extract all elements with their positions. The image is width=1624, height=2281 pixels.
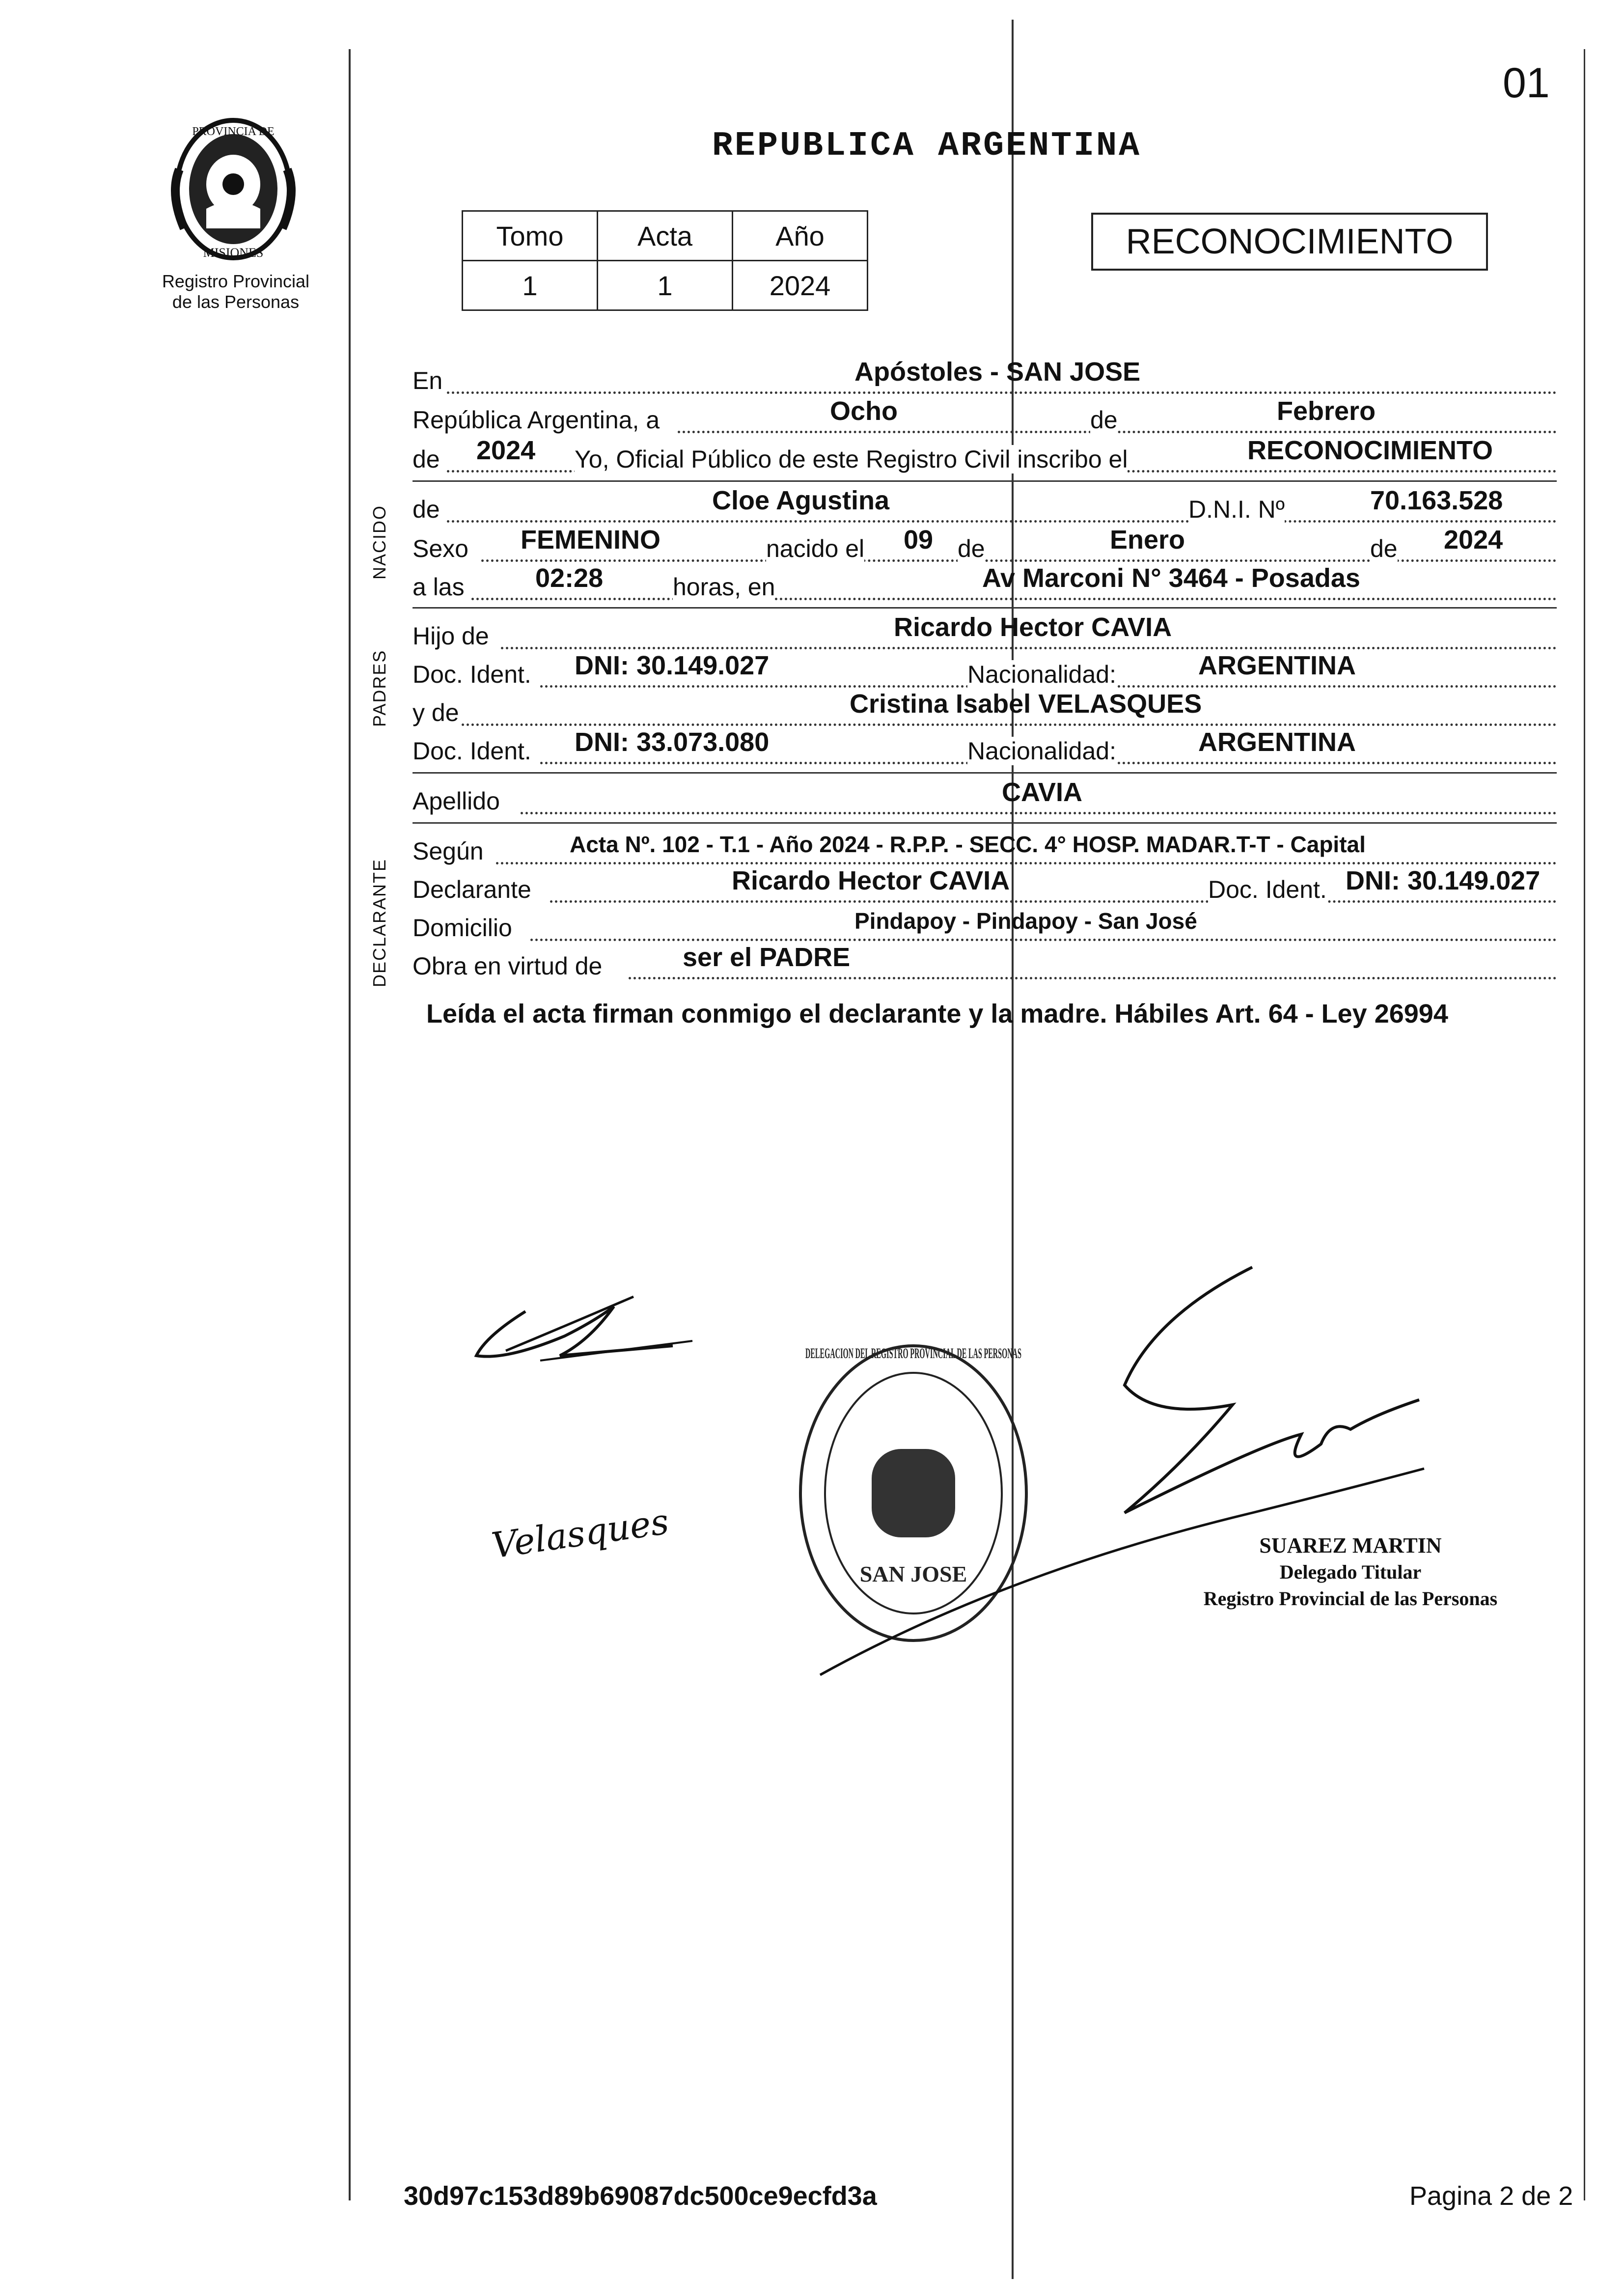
label-y-de: y de <box>413 699 459 726</box>
row-domicilio <box>413 905 1557 947</box>
row-segun <box>413 828 1557 870</box>
header-acta: Acta <box>598 211 733 261</box>
header-tomo: Tomo <box>463 211 598 261</box>
value-dni: 70.163.528 <box>1370 486 1503 515</box>
officer-name: SUAREZ MARTIN <box>1259 1533 1442 1558</box>
officer-signature <box>810 1257 1449 1699</box>
value-declarante-doc: DNI: 30.149.027 <box>1346 866 1541 895</box>
page-title: REPUBLICA ARGENTINA <box>712 127 1142 166</box>
separator-2 <box>413 607 1557 609</box>
header-anio: Año <box>733 211 868 261</box>
row-virtud <box>413 943 1557 985</box>
record-table <box>462 210 868 311</box>
label-sexo: Sexo <box>413 535 468 562</box>
value-padre: Ricardo Hector CAVIA <box>894 612 1172 642</box>
value-padre-doc: DNI: 30.149.027 <box>575 651 770 680</box>
value-nac-dia: 09 <box>904 525 934 555</box>
row-acto <box>413 436 1557 478</box>
label-nacionalidad-1: Nacionalidad: <box>967 661 1116 688</box>
value-domicilio: Pindapoy - Pindapoy - San José <box>854 908 1197 934</box>
seal-text-top: PROVINCIA DE <box>192 125 275 138</box>
section-label-declarante: DECLARANTE <box>369 858 389 987</box>
separator-1 <box>413 480 1557 482</box>
page-indicator: Pagina 2 de 2 <box>1409 2181 1573 2211</box>
label-segun: Según <box>413 837 484 865</box>
value-nombre: Cloe Agustina <box>712 486 890 515</box>
page-number: 01 <box>1503 59 1550 107</box>
label-declarante: Declarante <box>413 876 531 903</box>
label-de-nac-mes: de <box>958 535 985 562</box>
value-madre-nac: ARGENTINA <box>1198 727 1356 757</box>
value-lugar-nac: Av Marconi N° 3464 - Posadas <box>982 563 1360 593</box>
separator-3 <box>413 772 1557 774</box>
row-declarante <box>413 866 1557 909</box>
value-lugar: Apóstoles - SAN JOSE <box>854 357 1141 387</box>
label-doc-ident-1: Doc. Ident. <box>413 661 531 688</box>
row-padre-doc <box>413 651 1557 694</box>
row-nombre <box>413 486 1557 529</box>
closing-text: Leída el acta firman conmigo el declarante y la madre. Hábiles Art. 64 - Ley 26994 <box>426 999 1448 1029</box>
row-apellido <box>413 778 1557 820</box>
value-madre-doc: DNI: 33.073.080 <box>575 727 770 757</box>
seal-text-bottom: MISIONES <box>203 246 264 260</box>
label-doc-ident-decl: Doc. Ident. <box>1208 876 1327 903</box>
officer-org: Registro Provincial de las Personas <box>1203 1587 1498 1610</box>
right-margin-line <box>1584 49 1585 2200</box>
stamp-center-text: SAN JOSE <box>859 1561 967 1586</box>
mother-signature-text: Velasques <box>489 1501 672 1566</box>
value-anio: 2024 <box>476 436 536 465</box>
officer-block <box>1203 1532 1498 1612</box>
label-de-nombre: de <box>413 496 440 523</box>
value-nac-mes: Enero <box>1110 525 1185 555</box>
value-nac-anio: 2024 <box>1444 525 1503 555</box>
record-table-value-row <box>463 261 868 310</box>
label-hijo-de: Hijo de <box>413 622 489 650</box>
row-sexo <box>413 526 1557 568</box>
value-hora: 02:28 <box>535 563 604 593</box>
record-table-header-row <box>463 211 868 261</box>
label-horas-en: horas, en <box>673 573 775 601</box>
stamp-ring-text: DELEGACION DEL REGISTRO PROVINCIAL DE LAS PERSONAS <box>805 1345 1021 1362</box>
row-madre <box>413 690 1557 732</box>
row-hora <box>413 564 1557 606</box>
value-madre: Cristina Isabel VELASQUES <box>850 689 1202 719</box>
value-tomo: 1 <box>463 261 598 310</box>
label-de-nac-anio: de <box>1370 535 1398 562</box>
label-domicilio: Domicilio <box>413 914 512 942</box>
label-doc-ident-2: Doc. Ident. <box>413 737 531 765</box>
officer-title: Delegado Titular <box>1279 1561 1422 1583</box>
value-apellido: CAVIA <box>1002 778 1083 807</box>
row-lugar <box>413 358 1557 400</box>
mother-signature <box>489 1501 671 1566</box>
label-de-anio: de <box>413 445 440 473</box>
province-seal-icon <box>160 111 307 268</box>
label-apellido: Apellido <box>413 787 500 815</box>
value-anio: 2024 <box>733 261 868 310</box>
label-obra-en-virtud: Obra en virtud de <box>413 952 603 980</box>
registry-line-2: de las Personas <box>172 292 300 312</box>
row-padre <box>413 613 1557 655</box>
label-nacionalidad-2: Nacionalidad: <box>967 737 1116 765</box>
registry-label <box>138 271 334 312</box>
row-fecha <box>413 397 1557 439</box>
section-label-nacido: NACIDO <box>369 504 389 580</box>
label-yo-oficial: Yo, Oficial Público de este Registro Civil inscribo el <box>575 445 1128 473</box>
record-type-box: RECONOCIMIENTO <box>1091 213 1488 271</box>
label-dni: D.N.I. Nº <box>1188 496 1285 523</box>
section-label-padres: PADRES <box>369 649 389 727</box>
value-acta: 1 <box>598 261 733 310</box>
label-de-mes: de <box>1090 406 1118 434</box>
separator-4 <box>413 822 1557 824</box>
value-acto: RECONOCIMIENTO <box>1247 436 1493 465</box>
registry-line-1: Registro Provincial <box>162 271 310 291</box>
value-virtud: ser el PADRE <box>683 943 851 972</box>
value-sexo: FEMENINO <box>521 525 661 555</box>
label-nacido-el: nacido el <box>766 535 865 562</box>
row-madre-doc <box>413 728 1557 770</box>
value-declarante: Ricardo Hector CAVIA <box>732 866 1010 895</box>
value-dia: Ocho <box>830 396 898 426</box>
value-padre-nac: ARGENTINA <box>1198 651 1356 680</box>
document-hash: 30d97c153d89b69087dc500ce9ecfd3a <box>404 2181 877 2211</box>
value-mes: Febrero <box>1277 396 1376 426</box>
value-segun: Acta Nº. 102 - T.1 - Año 2024 - R.P.P. - SECC. 4° HOSP. MADAR.T-T - Capital <box>570 832 1366 857</box>
label-republica: República Argentina, a <box>413 406 660 434</box>
label-a-las: a las <box>413 573 465 601</box>
left-margin-line <box>349 49 351 2200</box>
label-en: En <box>413 367 443 394</box>
declarant-signature <box>467 1277 702 1375</box>
